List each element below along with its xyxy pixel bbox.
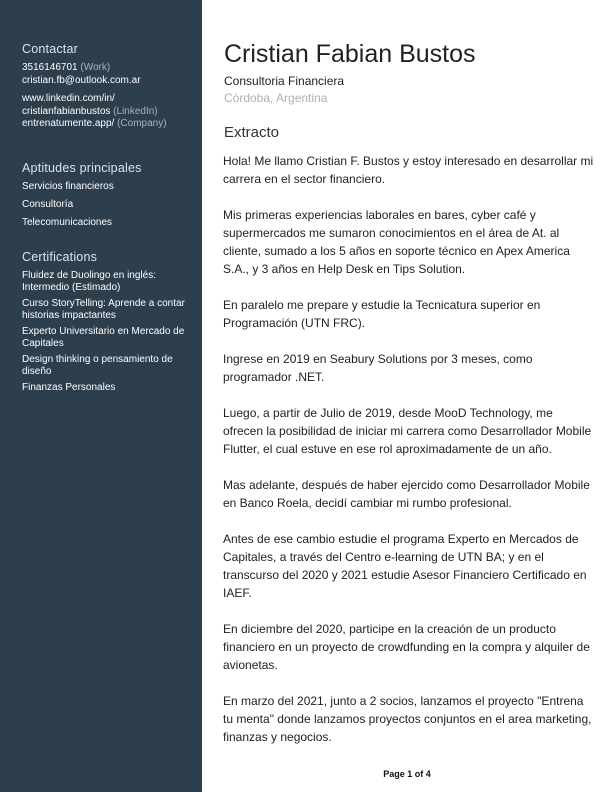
phone-line: [22, 62, 198, 75]
linkedin-link-line1[interactable]: www.linkedin.com/in/: [22, 93, 115, 104]
skill-item: Consultoría: [22, 199, 74, 210]
summary-paragraph: En marzo del 2021, junto a 2 socios, lanzamos el proyecto "Entrena tu menta" donde lanzamos proyectos conjuntos en el area marketing, finanzas y negocios.: [223, 694, 592, 744]
summary-paragraph: Antes de ese cambio estudie el programa Experto en Mercados de Capitales, a través del Centro e-learning de UTN BA; y en el transcurso del 2020 y 2021 estudie Asesor Financiero Certificado en IAEF.: [223, 532, 587, 600]
phone-note: (Work): [80, 62, 111, 73]
skill-item: Servicios financieros: [22, 181, 114, 192]
contact-section: [22, 42, 198, 131]
certification-item: Curso StoryTelling: Aprende a contar historias impactantes: [22, 298, 185, 321]
certification-item: Design thinking o pensamiento de diseño: [22, 354, 173, 377]
page-number: Page 1 of 4: [383, 769, 431, 779]
company-line: [22, 118, 198, 131]
skills-heading: Aptitudes principales: [22, 161, 142, 175]
skill-item: Telecomunicaciones: [22, 217, 113, 228]
linkedin-note: (LinkedIn): [113, 105, 158, 117]
certification-item: Fluidez de Duolingo en inglés: Intermedio (Estimado): [22, 270, 156, 293]
contact-heading: Contactar: [22, 42, 78, 56]
certification-item: Finanzas Personales: [22, 382, 116, 393]
person-name: Cristian Fabian Bustos: [224, 40, 476, 68]
email-link[interactable]: cristian.fb@outlook.com.ar: [22, 74, 141, 86]
phone-number: 3516146701: [22, 62, 78, 73]
summary-paragraph: Luego, a partir de Julio de 2019, desde MooD Technology, me ofrecen la posibilidad de iniciar mi carrera como Desarrollador Mobile Flutter, el cual estuve en ese rol aproximadamente de un año.: [223, 406, 592, 456]
summary-paragraph: En diciembre del 2020, participe en la creación de un producto financiero en un proyecto de crowdfunding en la compra y alquiler de avionetas.: [223, 622, 590, 672]
sidebar: [0, 0, 202, 792]
summary-paragraph: Mis primeras experiencias laborales en bares, cyber café y supermercados me sumaron conocimientos en el área de At. al cliente, sumado a los 5 años en soporte técnico en Apex America S.A., y 3 años en Help Desk en Tips Solution.: [223, 208, 570, 276]
summary-paragraph: Ingrese en 2019 en Seabury Solutions por 3 meses, como programador .NET.: [223, 352, 533, 384]
summary-paragraph: Hola! Me llamo Cristian F. Bustos y estoy interesado en desarrollar mi carrera en el sector financiero.: [223, 154, 594, 186]
headline: Consultoria Financiera: [224, 74, 345, 88]
certifications-section: [22, 250, 198, 398]
certification-item: Experto Universitario en Mercado de Capitales: [22, 326, 185, 349]
summary-paragraph: En paralelo me prepare y estudie la Tecnicatura superior en Programación (UTN FRC).: [223, 298, 541, 330]
company-note: (Company): [117, 118, 167, 129]
summary-title: Extracto: [224, 124, 280, 141]
certifications-heading: Certifications: [22, 250, 98, 264]
company-link[interactable]: entrenatumente.app/: [22, 118, 115, 129]
summary-paragraph: Mas adelante, después de haber ejercido como Desarrollador Mobile en Banco Roela, decidí cambiar mi rumbo profesional.: [223, 478, 590, 510]
summary-body: [223, 152, 595, 764]
linkedin-link[interactable]: cristianfabianbustos: [22, 105, 111, 117]
skills-section: [22, 161, 198, 235]
location: Córdoba, Argentina: [224, 91, 328, 105]
linkedin-link-line2: [22, 106, 198, 119]
